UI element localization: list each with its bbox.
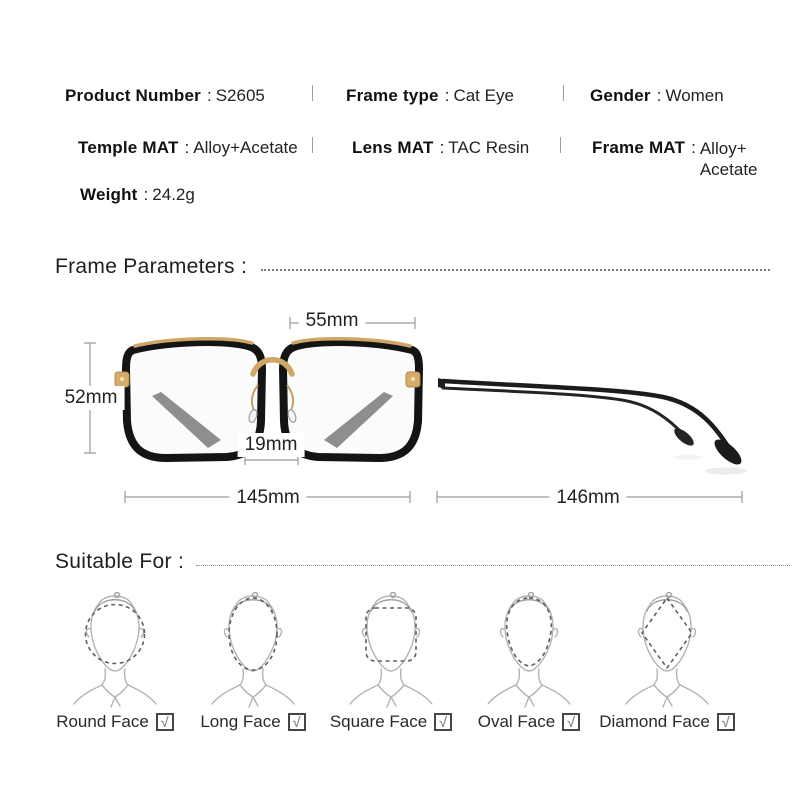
column-divider <box>563 85 564 101</box>
face-label-text: Oval Face <box>477 712 556 731</box>
check-icon: √ <box>292 714 301 730</box>
section-frame-parameters <box>55 256 770 278</box>
check-icon: √ <box>439 714 448 730</box>
spec-frame-material <box>592 138 758 180</box>
spec-label: Product Number <box>65 86 201 105</box>
spec-value: 24.2g <box>152 185 195 204</box>
face-label-oval <box>478 712 580 732</box>
spec-value: S2605 <box>215 86 265 105</box>
square-face-checkbox[interactable] <box>434 713 452 731</box>
face-shapes-row <box>46 585 736 711</box>
spec-label: Lens MAT <box>352 138 434 157</box>
spec-separator: : <box>439 138 445 157</box>
spec-value: TAC Resin <box>448 138 530 157</box>
section-title-frame-parameters: Frame Parameters : <box>55 255 248 278</box>
square-face-icon <box>341 585 441 711</box>
spec-value: Alloy+Acetate <box>193 138 298 157</box>
column-divider <box>560 137 561 153</box>
dimension-frame-width: 145mm <box>229 486 306 510</box>
round-face-checkbox[interactable] <box>156 713 174 731</box>
face-label-long <box>200 712 305 732</box>
section-title-suitable-for: Suitable For : <box>55 550 185 573</box>
face-labels-row <box>46 712 736 732</box>
check-icon: √ <box>567 714 576 730</box>
round-face-icon <box>65 585 165 711</box>
dimension-temple-length: 146mm <box>549 486 626 510</box>
face-label-text: Long Face <box>200 712 281 731</box>
long-face-icon <box>203 585 303 711</box>
spec-label: Temple MAT <box>78 138 179 157</box>
face-label-text: Diamond Face <box>599 712 710 731</box>
spec-weight <box>80 185 195 205</box>
spec-product-number <box>65 86 265 106</box>
frame-dimension-diagram <box>0 300 800 520</box>
spec-label: Weight <box>80 185 138 204</box>
section-suitable-for <box>55 551 790 573</box>
round-shape-overlay <box>86 605 145 664</box>
glasses-side-view <box>438 378 747 475</box>
column-divider <box>312 137 313 153</box>
long-shape-overlay <box>229 598 277 670</box>
dimension-lens-width: 55mm <box>299 309 366 333</box>
spec-label: Frame MAT <box>592 138 686 157</box>
spec-separator: : <box>656 86 662 105</box>
spec-label: Frame type <box>346 86 439 105</box>
face-label-round <box>56 712 174 732</box>
spec-value-line1: Alloy+ <box>699 139 747 158</box>
glasses-diagram-drawing <box>0 300 800 520</box>
oval-face-icon <box>479 585 579 711</box>
long-face-checkbox[interactable] <box>288 713 306 731</box>
oval-face-checkbox[interactable] <box>562 713 580 731</box>
diamond-shape-overlay <box>642 598 692 668</box>
check-icon: √ <box>160 714 169 730</box>
face-label-text: Round Face <box>56 712 149 731</box>
spec-separator: : <box>691 138 696 157</box>
spec-separator: : <box>184 138 190 157</box>
spec-frame-type <box>346 86 514 106</box>
spec-value <box>700 138 758 180</box>
diamond-face-checkbox[interactable] <box>717 713 735 731</box>
check-icon: √ <box>721 714 730 730</box>
spec-value: Women <box>665 86 724 105</box>
spec-separator: : <box>206 86 212 105</box>
diamond-face-icon <box>617 585 717 711</box>
spec-lens-material <box>352 138 529 158</box>
face-label-text: Square Face <box>329 712 428 731</box>
face-label-square <box>330 712 452 732</box>
column-divider <box>312 85 313 101</box>
dimension-bridge-width: 19mm <box>238 433 305 457</box>
face-label-diamond <box>599 712 735 732</box>
spec-separator: : <box>143 185 149 204</box>
dimension-lens-height: 52mm <box>58 386 125 410</box>
spec-value-line2: Acetate <box>699 160 758 179</box>
spec-separator: : <box>444 86 450 105</box>
dotted-divider <box>261 269 770 271</box>
spec-value: Cat Eye <box>453 86 514 105</box>
spec-temple-material <box>78 138 298 158</box>
spec-gender <box>590 86 724 106</box>
spec-label: Gender <box>590 86 651 105</box>
dotted-divider <box>196 565 790 566</box>
